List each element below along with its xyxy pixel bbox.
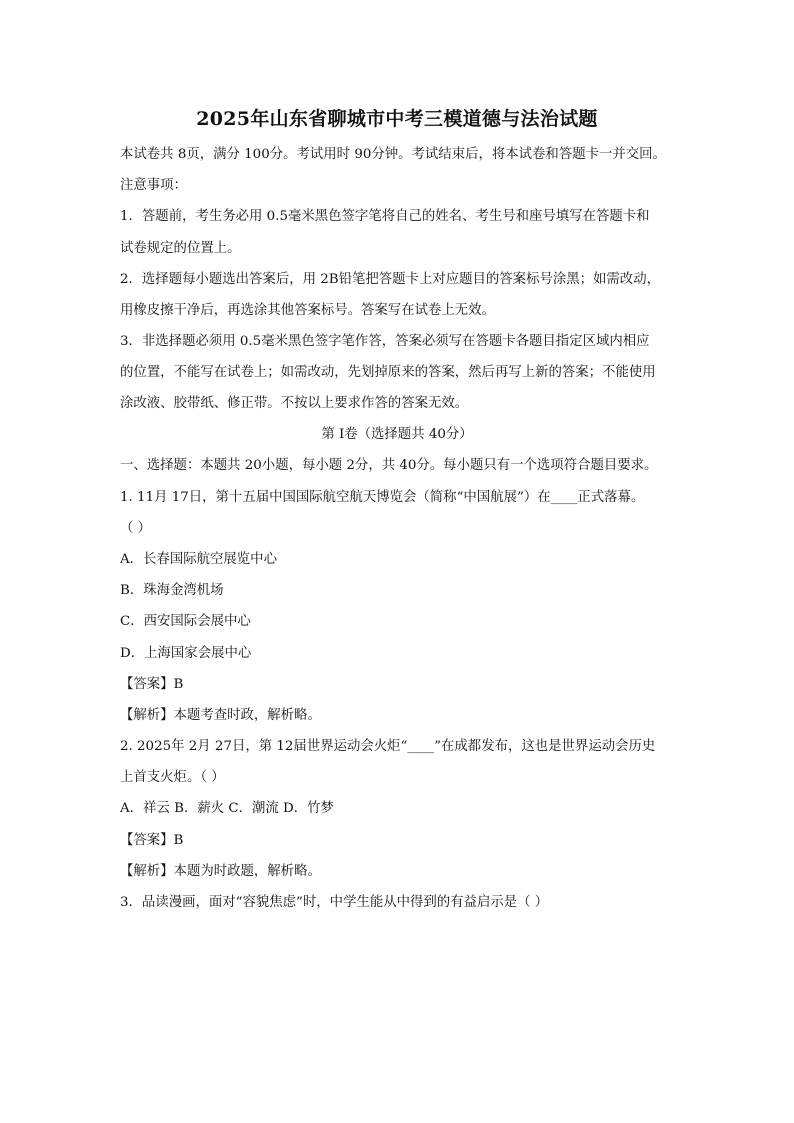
notice-item-3-line-1: 3．非选择题必须用 0.5毫米黑色签字笔作答，答案必须写在答题卡各题目指定区域内相应 — [120, 334, 650, 349]
question-1-option-c: C．西安国际会展中心 — [120, 614, 251, 629]
question-1-stem-line-1: 1. 11月 17日，第十五届中国国际航空航天博览会（简称“中国航展”）在____正式落幕。 — [120, 490, 645, 505]
question-2-stem-line-1: 2. 2025年 2月 27日，第 12届世界运动会火炬“____”在成都发布，这也是世界运动会历史 — [120, 739, 656, 754]
question-2-answer: 【答案】B — [120, 833, 184, 848]
question-1-stem-line-2: （ ） — [120, 521, 152, 536]
exam-info-line: 本试卷共 8页，满分 100分。考试用时 90分钟。考试结束后，将本试卷和答题卡一并交回。 — [120, 147, 666, 162]
section-heading: 第 I卷（选择题共 40分） — [321, 427, 473, 442]
notice-item-1-line-1: 1．答题前，考生务必用 0.5毫米黑色签字笔将自己的姓名、考生号和座号填写在答题卡和 — [120, 209, 650, 224]
notice-item-3-line-3: 涂改液、胶带纸、修正带。不按以上要求作答的答案无效。 — [120, 396, 469, 411]
question-1-answer: 【答案】B — [120, 677, 184, 692]
notice-heading: 注意事项： — [120, 178, 187, 193]
question-1-option-d: D．上海国家会展中心 — [120, 646, 252, 661]
notice-item-2-line-1: 2．选择题每小题选出答案后，用 2B铅笔把答题卡上对应题目的答案标号涂黑；如需改动， — [120, 272, 660, 287]
document-title: 2025年山东省聊城市中考三模道德与法治试题 — [196, 108, 598, 130]
part-one-instructions: 一、选择题：本题共 20小题，每小题 2分，共 40分。每小题只有一个选项符合题目要求。 — [120, 458, 658, 473]
question-1-option-b: B．珠海金湾机场 — [120, 583, 224, 598]
notice-item-2-line-2: 用橡皮擦干净后，再选涂其他答案标号。答案写在试卷上无效。 — [120, 303, 495, 318]
notice-item-1-line-2: 试卷规定的位置上。 — [120, 241, 241, 256]
question-1-analysis: 【解析】本题考查时政，解析略。 — [120, 708, 321, 723]
question-2-options: A．祥云 B．薪火 C．潮流 D．竹梦 — [120, 801, 334, 816]
question-2-analysis: 【解析】本题为时政题，解析略。 — [120, 864, 321, 879]
question-3-stem: 3．品读漫画，面对“容貌焦虑”时，中学生能从中得到的有益启示是（ ） — [120, 895, 549, 910]
question-1-option-a: A．长春国际航空展览中心 — [120, 552, 277, 567]
notice-item-3-line-2: 的位置，不能写在试卷上；如需改动，先划掉原来的答案，然后再写上新的答案；不能使用 — [120, 365, 656, 380]
question-2-stem-line-2: 上首支火炬。（ ） — [120, 770, 225, 785]
